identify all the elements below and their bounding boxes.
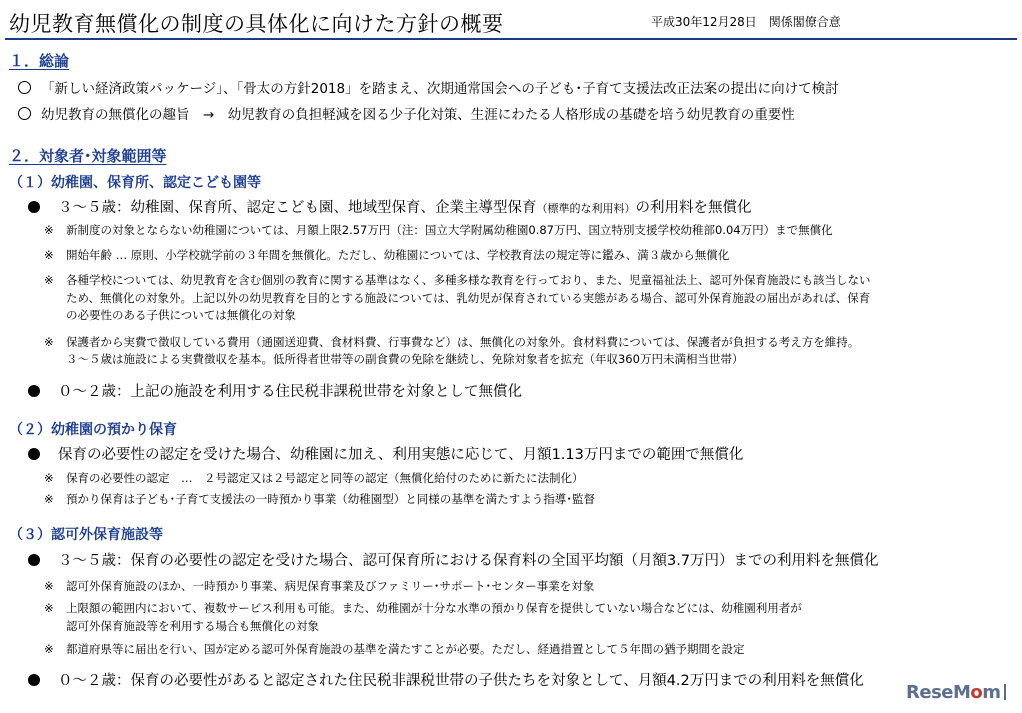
section1-item-2 xyxy=(18,103,795,123)
sub1-note-3 xyxy=(44,272,871,288)
note-mark: ※ xyxy=(44,248,54,262)
sub3-note-1-text: 認可外保育施設のほか、一時預かり事業、病児保育事業及びファミリー･サポート･センター事業を対象 xyxy=(66,579,595,593)
page-title: 幼児教育無償化の制度の具体化に向けた方針の概要 xyxy=(9,12,504,36)
section1-item-1-text: 「新しい経済政策パッケージ」、「骨太の方針2018」を踏まえ、次期通常国会への子ども･子育て支援法改正法案の提出に向けて検討 xyxy=(41,81,839,97)
section2-heading: ２．対象者･対象範囲等 xyxy=(9,147,167,165)
note-mark: ※ xyxy=(44,579,54,593)
sub1-note-1-text: 新制度の対象とならない幼稚園については、月額上限2.57万円（注：国立大学附属幼稚園0.87万円、国立特別支援学校幼稚部0.04万円）まで無償化 xyxy=(66,223,833,237)
section1-item-1 xyxy=(18,77,839,97)
logo-bar-icon xyxy=(1004,684,1006,700)
sub3-bullet-1 xyxy=(28,549,879,570)
note-mark: ※ xyxy=(44,642,54,656)
sub3-bullet-1-text: ３～５歳：保育の必要性の認定を受けた場合、認可保育所における保育料の全国平均額（月額3.7万円）までの利用料を無償化 xyxy=(58,553,879,569)
sub1-note-3-cont-2: の必要性のある子供については無償化の対象 xyxy=(66,308,296,322)
sub1-bullet-1-text: ３～５歳：幼稚園、保育所、認定こども園、地域型保育、企業主導型保育 xyxy=(58,200,537,216)
sub1-bullet-1-note: （標準的な利用料） xyxy=(536,202,636,215)
title-row xyxy=(9,8,1014,42)
sub1-bullet-1-end: の利用料を無償化 xyxy=(635,200,752,216)
bullet-icon xyxy=(28,448,40,460)
note-mark: ※ xyxy=(44,223,54,237)
sub3-bullet-2 xyxy=(28,669,864,690)
sub3-note-3 xyxy=(44,641,745,657)
bullet-icon xyxy=(28,385,40,397)
sub2-bullet xyxy=(28,443,743,464)
sub3-bullet-2-text: ０～２歳：保育の必要性があると認定された住民税非課税世帯の子供たちを対象として、月額4.2万円までの利用料を無償化 xyxy=(58,673,864,689)
sub1-bullet-2 xyxy=(28,380,522,401)
note-mark: ※ xyxy=(44,492,54,506)
sub2-note-1 xyxy=(44,470,584,486)
circle-bullet-icon xyxy=(18,81,31,94)
sub2-note-2 xyxy=(44,491,595,507)
sub1-note-2 xyxy=(44,247,729,263)
sub3-note-2-text: 上限額の範囲内において、複数サービス利用も可能。また、幼稚園が十分な水準の預かり保育を提供していない場合などには、幼稚園利用者が xyxy=(66,601,802,615)
sub1-note-2-text: 開始年齢 … 原則、小学校就学前の３年間を無償化。ただし、幼稚園については、学校教育法の規定等に鑑み、満３歳から無償化 xyxy=(66,248,730,262)
sub1-note-3-text: 各種学校については、幼児教育を含む個別の教育に関する基準はなく、多種多様な教育を行っており、また、児童福祉法上、認可外保育施設にも該当しない xyxy=(66,273,871,287)
sub1-note-4-text: 保護者から実費で徴収している費用（通園送迎費、食材料費、行事費など）は、無償化の対象外。食材料費については、保護者が負担する考え方を維持。 xyxy=(66,335,860,349)
sub1-note-4 xyxy=(44,334,859,350)
sub1-note-4-cont: ３～５歳は施設による実費徴収を基本。低所得者世帯等の副食費の免除を継続し、免除対象者を拡充（年収360万円未満相当世帯） xyxy=(66,352,744,366)
bullet-icon xyxy=(28,201,40,213)
note-mark: ※ xyxy=(44,601,54,615)
resemom-logo xyxy=(906,682,1006,706)
sub1-bullet-1 xyxy=(28,196,752,217)
sub3-note-2 xyxy=(44,600,802,616)
sub3-note-3-text: 都道府県等に届出を行い、国が定める認可外保育施設の基準を満たすことが必要。ただし、経過措置として５年間の猶予期間を設定 xyxy=(66,642,745,656)
sub1-heading: （１）幼稚園、保育所、認定こども園等 xyxy=(9,175,261,191)
section1-item-2-text: 幼児教育の無償化の趣旨 → 幼児教育の負担軽減を図る少子化対策、生涯にわたる人格形成の基礎を培う幼児教育の重要性 xyxy=(41,107,795,123)
bullet-icon xyxy=(28,674,40,686)
sub2-bullet-text: 保育の必要性の認定を受けた場合、幼稚園に加え、利用実態に応じて、月額1.13万円までの範囲で無償化 xyxy=(58,447,744,463)
note-mark: ※ xyxy=(44,335,54,349)
sub1-note-1 xyxy=(44,222,833,238)
sub2-note-1-text: 保育の必要性の認定 … ２号認定又は２号認定と同等の認定（無償化給付のために新たに法制化） xyxy=(66,471,584,485)
sub1-note-3-cont-1: ため、無償化の対象外。上記以外の幼児教育を目的とする施設については、乳幼児が保育されている実態がある場合、認可外保育施設の届出があれば、保育 xyxy=(66,291,871,305)
note-mark: ※ xyxy=(44,273,54,287)
sub2-note-2-text: 預かり保育は子ども･子育て支援法の一時預かり事業（幼稚園型）と同様の基準を満たすよう指導･監督 xyxy=(66,492,595,506)
note-mark: ※ xyxy=(44,471,54,485)
section1-heading: １．総論 xyxy=(9,52,70,70)
title-divider xyxy=(5,38,1017,40)
sub2-heading: （２）幼稚園の預かり保育 xyxy=(9,422,177,438)
bullet-icon xyxy=(28,554,40,566)
sub1-bullet-2-text: ０～２歳：上記の施設を利用する住民税非課税世帯を対象として無償化 xyxy=(58,384,522,400)
logo-text: ReseMom xyxy=(906,682,1001,703)
sub3-note-2-cont: 認可外保育施設等を利用する場合も無償化の対象 xyxy=(66,619,319,633)
circle-bullet-icon xyxy=(18,107,31,120)
sub3-heading: （３）認可外保育施設等 xyxy=(9,527,163,543)
sub3-note-1 xyxy=(44,578,594,594)
date-note: 平成30年12月28日 関係閣僚合意 xyxy=(651,15,841,29)
